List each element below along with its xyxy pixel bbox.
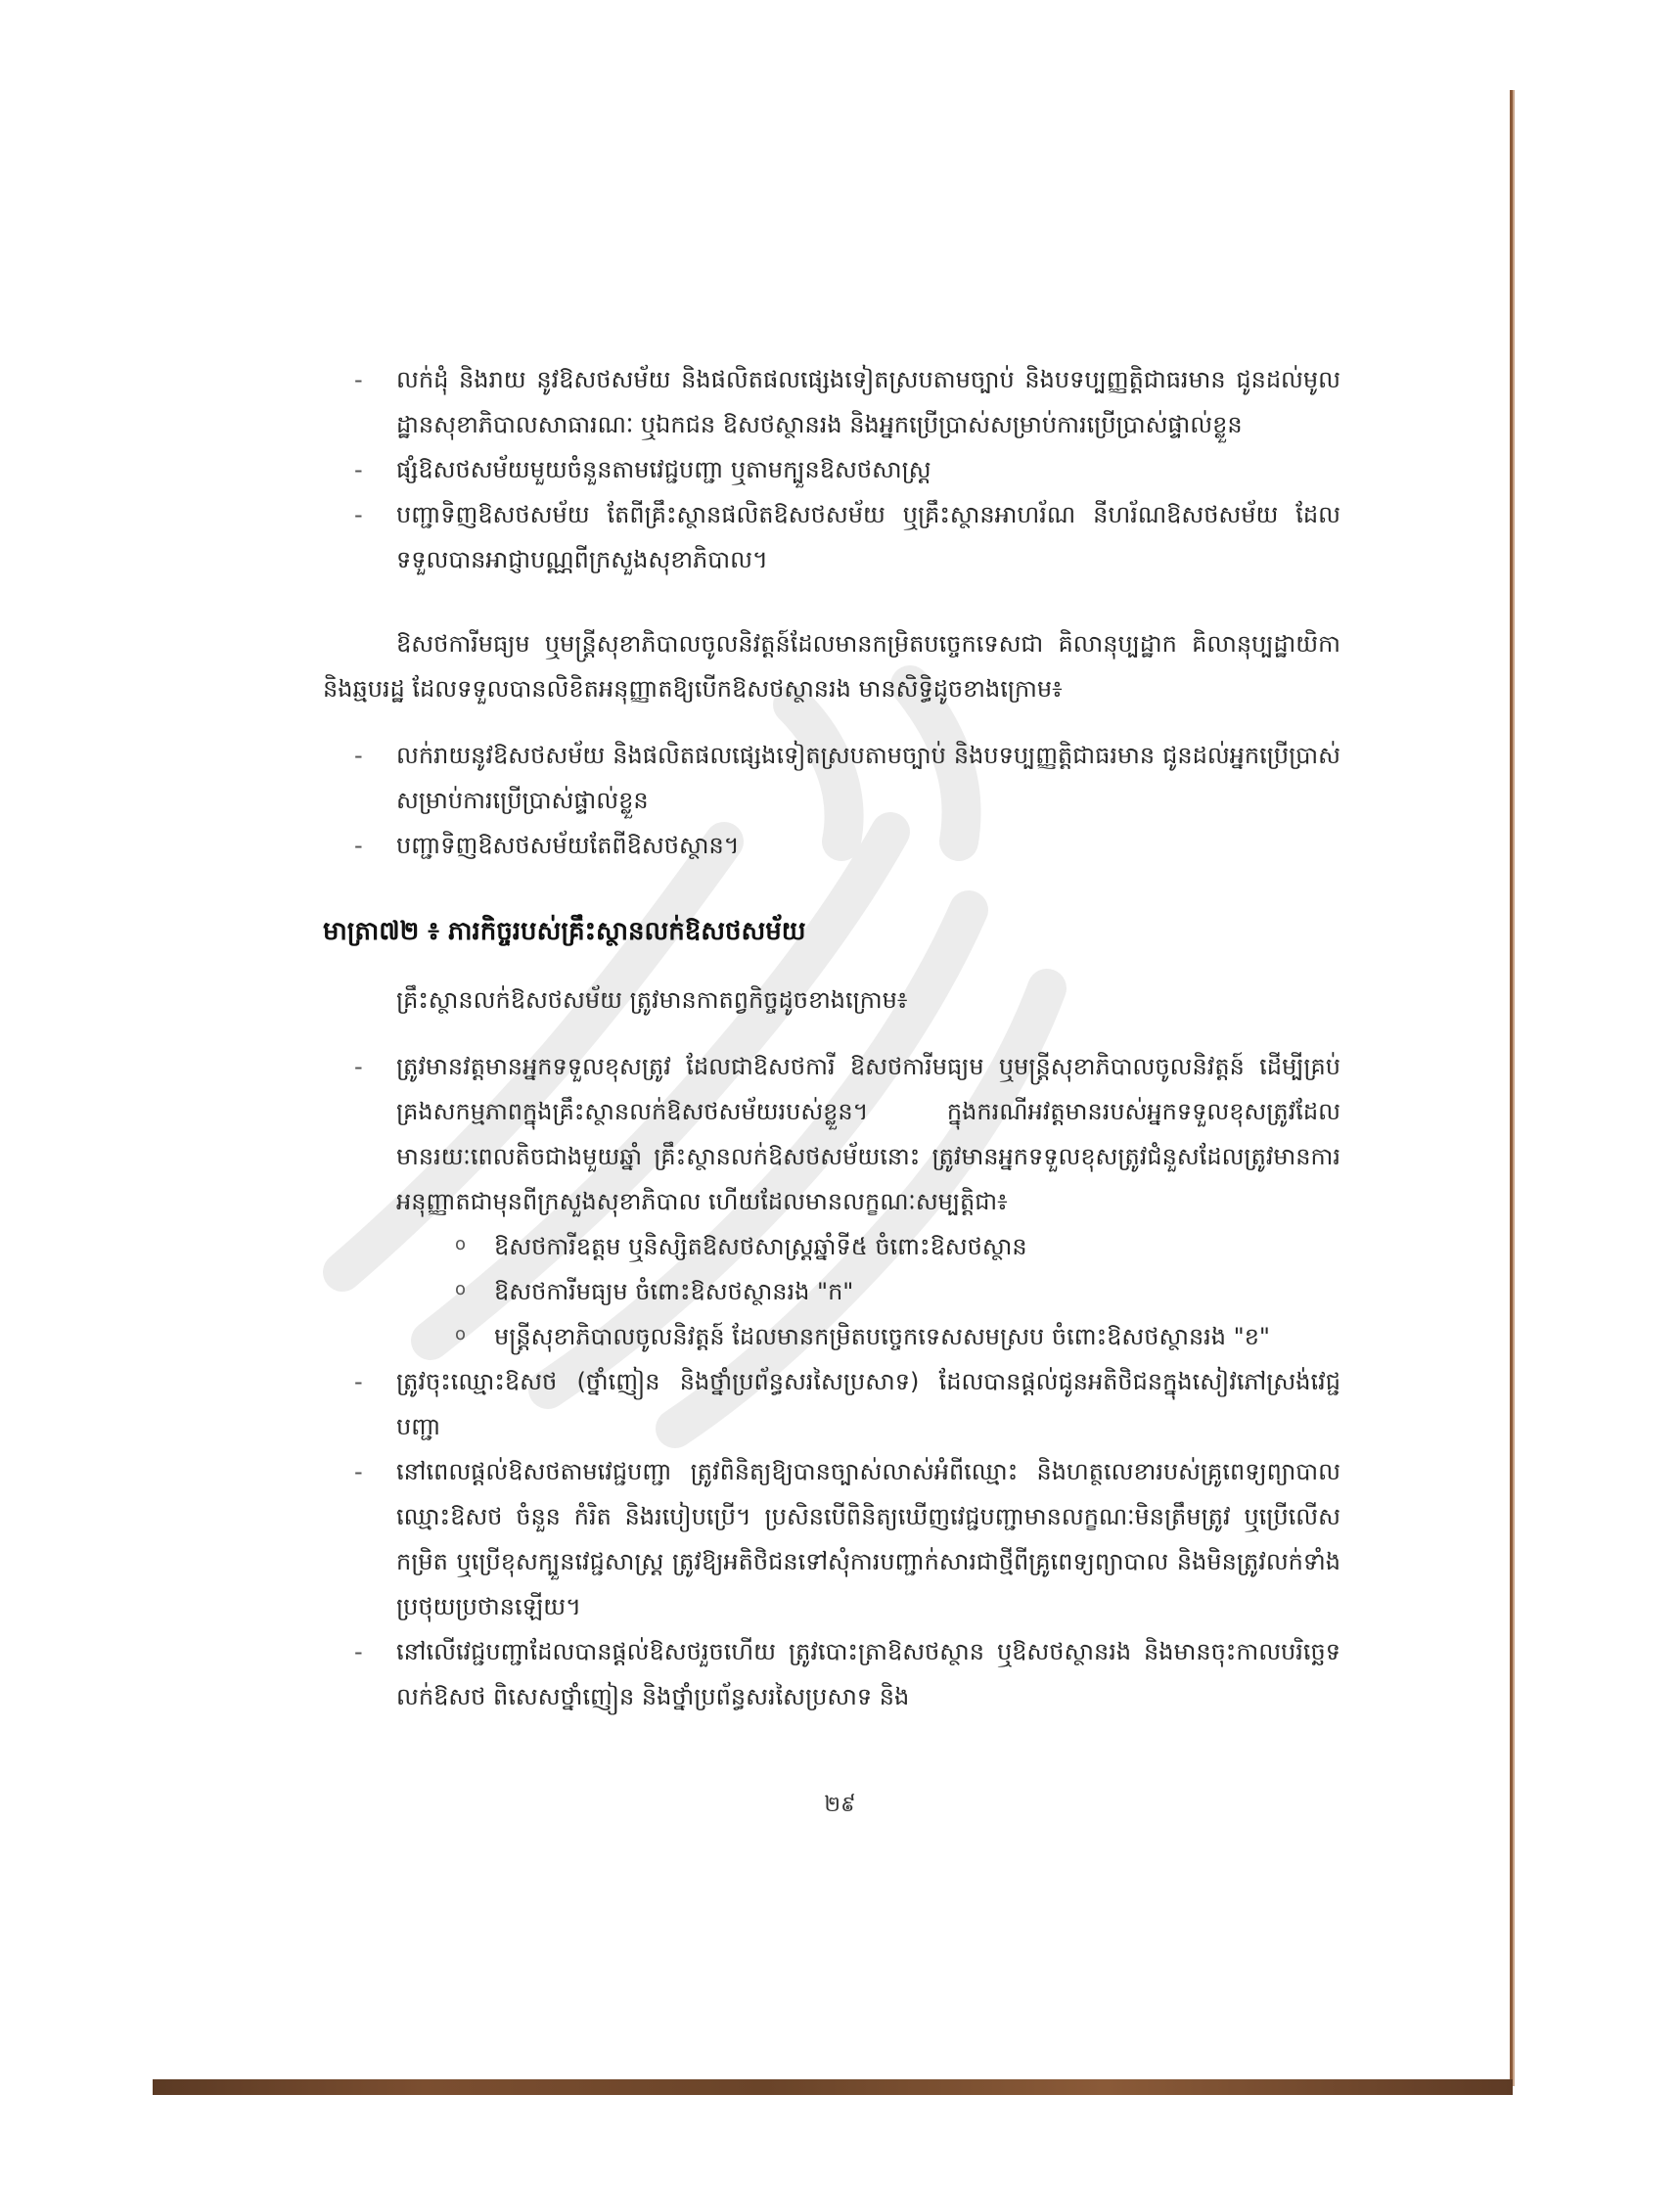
list-item: - ផ្សំឱសថសម័យមួយចំនួនតាមវេជ្ជបញ្ជា ឬតាមក្បួនឱសថសាស្ត្រ	[323, 447, 1340, 492]
sub-list	[396, 1224, 1340, 1359]
list-item: - នៅពេលផ្តល់ឱសថតាមវេជ្ជបញ្ជា ត្រូវពិនិត្យឱ្យបានច្បាស់លាស់អំពីឈ្មោះ និងហត្ថលេខារបស់គ្រូពេទ្យព្យាបាល ឈ្មោះឱសថ ចំនួន កំរិត និងរបៀបប្រើ។ ប្រសិនបើពិនិត្យឃើញវេជ្ជបញ្ជាមានលក្ខណៈមិនត្រឹមត្រូវ ឬប្រើលើសកម្រិត ឬប្រើខុសក្បួនវេជ្ជសាស្ត្រ ត្រូវឱ្យអតិថិជនទៅសុំការបញ្ជាក់សារជាថ្មីពីគ្រូពេទ្យព្យាបាល និងមិនត្រូវលក់ទាំងប្រថុយប្រថានឡើយ។	[323, 1449, 1340, 1629]
paragraph: ឱសថការីមធ្យម ឬមន្ត្រីសុខាភិបាលចូលនិវត្តន៍ដែលមានកម្រិតបច្ចេកទេសជា គិលានុប្បដ្ឋាក គិលានុប្បដ្ឋាយិកា និងឆ្មបរដ្ឋ ដែលទទួលបានលិខិតអនុញ្ញាតឱ្យបើកឱសថស្ថានរង មានសិទ្ធិដូចខាងក្រោម៖	[323, 630, 1340, 703]
sub-list-item: o ឱសថការីមធ្យម ចំពោះឱសថស្ថានរង "ក"	[455, 1269, 1340, 1314]
document-body	[323, 357, 1340, 1719]
rights-list-1	[323, 357, 1340, 582]
list-item: - បញ្ជាទិញឱសថសម័យតែពីឱសថស្ថាន។	[323, 823, 1340, 868]
list-item: - លក់រាយនូវឱសថសម័យ និងផលិតផលផ្សេងទៀតស្របតាមច្បាប់ និងបទប្បញ្ញត្តិជាធរមាន ជូនដល់អ្នកប្រើប្រាស់សម្រាប់ការប្រើប្រាស់ផ្ទាល់ខ្លួន	[323, 733, 1340, 823]
list-item: - នៅលើវេជ្ជបញ្ជាដែលបានផ្តល់ឱសថរួចហើយ ត្រូវបោះត្រាឱសថស្ថាន ឬឱសថស្ថានរង និងមានចុះកាលបរិច្ឆេទលក់ឱសថ ពិសេសថ្នាំញៀន និងថ្នាំប្រព័ន្ធសរសៃប្រសាទ និង	[323, 1629, 1340, 1719]
obligations-list	[323, 1044, 1340, 1719]
list-item-text: ត្រូវមានវត្តមានអ្នកទទួលខុសត្រូវ ដែលជាឱសថការី ឱសថការីមធ្យម ឬមន្ត្រីសុខាភិបាលចូលនិវត្តន៍ ដើម្បីគ្រប់គ្រងសកម្មភាពក្នុងគ្រឹះស្ថានលក់ឱសថសម័យរបស់ខ្លួន។ ក្នុងករណីអវត្តមានរបស់អ្នកទទួលខុសត្រូវដែលមានរយៈពេលតិចជាងមួយឆ្នាំ គ្រឹះស្ថានលក់ឱសថសម័យនោះ ត្រូវមានអ្នកទទួលខុសត្រូវជំនួសដែលត្រូវមានការអនុញ្ញាតជាមុនពីក្រសួងសុខាភិបាល ហើយដែលមានលក្ខណៈសម្បត្តិជា៖	[396, 1053, 1340, 1215]
sub-list-item: o ឱសថការីឧត្តម ឬនិស្សិតឱសថសាស្ត្រឆ្នាំទី៥ ចំពោះឱសថស្ថាន	[455, 1224, 1340, 1269]
list-item	[323, 1044, 1340, 1359]
list-item: - បញ្ជាទិញឱសថសម័យ តែពីគ្រឹះស្ថានផលិតឱសថសម័យ ឬគ្រឹះស្ថានអាហរ័ណ នីហរ័ណឱសថសម័យ ដែលទទួលបានអាជ្ញាបណ្ណពីក្រសួងសុខាភិបាល។	[323, 492, 1340, 582]
list-item: - ត្រូវចុះឈ្មោះឱសថ (ថ្នាំញៀន និងថ្នាំប្រព័ន្ធសរសៃប្រសាទ) ដែលបានផ្តល់ជូនអតិថិជនក្នុងសៀវភៅស្រង់វេជ្ជបញ្ជា	[323, 1359, 1340, 1449]
page-number: ២៩	[824, 1793, 856, 1817]
list-item: - លក់ដុំ និងរាយ នូវឱសថសម័យ និងផលិតផលផ្សេងទៀតស្របតាមច្បាប់ និងបទប្បញ្ញត្តិជាធរមាន ជូនដល់មូលដ្ឋានសុខាភិបាលសាធារណៈ ឬឯកជន ឱសថស្ថានរង និងអ្នកប្រើប្រាស់សម្រាប់ការប្រើប្រាស់ផ្ទាល់ខ្លួន	[323, 357, 1340, 447]
wooden-surface	[153, 2079, 1513, 2095]
article-heading: មាត្រា៧២ ៖ ភារកិច្ចរបស់គ្រឹះស្ថានលក់ឱសថសម័យ	[323, 917, 806, 946]
sub-list-item: o មន្ត្រីសុខាភិបាលចូលនិវត្តន៍ ដែលមានកម្រិតបច្ចេកទេសសមស្រប ចំពោះឱសថស្ថានរង "ខ"	[455, 1314, 1340, 1359]
rights-list-2	[323, 733, 1340, 868]
article-lead: គ្រឹះស្ថានលក់ឱសថសម័យ ត្រូវមានកាតព្វកិច្ចដូចខាងក្រោម៖	[396, 986, 908, 1014]
